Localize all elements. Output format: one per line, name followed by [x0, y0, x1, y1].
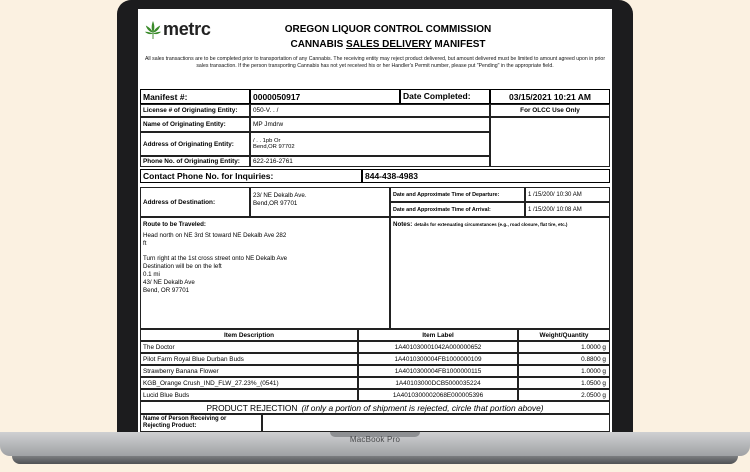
route-line: 0.1 mi	[143, 270, 160, 278]
route-box	[140, 217, 390, 329]
origin-phone-label: Phone No. of Originating Entity:	[140, 156, 250, 167]
items-header-weight: Weight/Quantity	[518, 329, 610, 341]
product-rejection-heading: PRODUCT REJECTION (if only a portion of shipment is rejected, circle that portion above)	[140, 401, 610, 414]
contact-phone-value: 844-438-4983	[362, 169, 610, 183]
laptop-model-label: MacBook Pro	[349, 435, 401, 444]
document-header	[138, 9, 612, 57]
receiver-name-field[interactable]	[262, 414, 610, 432]
license-label: License # of Originating Entity:	[140, 104, 250, 117]
origin-name-value: MP Jmdrw	[250, 117, 490, 132]
metrc-logo	[144, 19, 211, 40]
cannabis-leaf-icon	[144, 20, 162, 40]
arrival-value: 1 /15/200/ 10:08 AM	[525, 202, 610, 217]
contact-phone-label: Contact Phone No. for Inquiries:	[140, 169, 362, 183]
item-weight: 1.0000 g	[518, 341, 610, 353]
item-label: 1A4010300004FB1000000109	[358, 353, 518, 365]
departure-label: Date and Approximate Time of Departure:	[390, 187, 525, 202]
manifest-number-label: Manifest #:	[140, 89, 250, 104]
olcc-use-box	[490, 117, 610, 167]
laptop-screen	[138, 9, 612, 432]
route-line: ft	[143, 239, 147, 247]
date-completed-label: Date Completed:	[400, 89, 490, 104]
manifest-document	[138, 9, 612, 432]
route-line: Head north on NE 3rd St toward NE Dekalb Ave 282	[143, 232, 287, 239]
laptop-base-foot	[12, 456, 738, 464]
origin-name-label: Name of Originating Entity:	[140, 117, 250, 132]
item-label: 1A4010300004FB1000000115	[358, 365, 518, 377]
route-label: Route to be Traveled:	[143, 221, 206, 228]
item-weight: 1.0000 g	[518, 365, 610, 377]
route-line	[143, 248, 287, 256]
origin-phone-value: 622-216-2761	[250, 156, 490, 167]
origin-address-value: / . . 1pb Or Bend,OR 97702	[250, 132, 490, 156]
route-line: Turn right at the 1st cross street onto NE Dekalb Ave	[143, 255, 288, 263]
document-subtitle: CANNABIS SALES DELIVERY MANIFEST	[290, 39, 486, 50]
date-completed-value: 03/15/2021 10:21 AM	[490, 89, 610, 104]
item-weight: 0.8800 g	[518, 353, 610, 365]
item-label: 1A401030001042A000000652	[358, 341, 518, 353]
destination-address-label: Address of Destination:	[140, 187, 250, 217]
item-description: KGB_Orange Crush_IND_FLW_27.23%_(0541)	[140, 377, 358, 389]
items-header-label: Item Label	[358, 329, 518, 341]
departure-value: 1 /15/200/ 10:30 AM	[525, 187, 610, 202]
items-header-description: Item Description	[140, 329, 358, 341]
manifest-number-value: 0000050917	[250, 89, 400, 104]
route-line: Destination will be on the left	[143, 263, 222, 271]
item-label: 1A4010300002068E000005396	[358, 389, 518, 401]
destination-address-value: 23/ NE Dekalb Ave. Bend,OR 97701	[250, 187, 390, 217]
route-line: 43/ NE Dekalb Ave	[143, 278, 195, 286]
notes-label: Notes:	[393, 221, 413, 228]
item-description: The Doctor	[140, 341, 358, 353]
document-title: OREGON LIQUOR CONTROL COMMISSION	[284, 24, 492, 35]
origin-address-label: Address of Originating Entity:	[140, 132, 250, 156]
notes-hint: details for extenuating circumstances (e.g., road closure, flat tire, etc.)	[414, 221, 568, 227]
route-line: Bend, OR 97701	[143, 286, 190, 294]
olcc-use-label: For OLCC Use Only	[490, 104, 610, 117]
logo-text: metrc	[163, 19, 211, 39]
arrival-label: Date and Approximate Time of Arrival:	[390, 202, 525, 217]
route-lines	[143, 232, 287, 294]
item-weight: 1.0500 g	[518, 377, 610, 389]
receiver-name-label: Name of Person Receiving or Rejecting Product:	[140, 414, 262, 432]
item-description: Pilot Farm Royal Blue Durban Buds	[140, 353, 358, 365]
item-weight: 2.0500 g	[518, 389, 610, 401]
intro-paragraph: All sales transactions are to be completed prior to transportation of any Cannabis. The receiving entity may reject product delivered, but amount delivered must be limited to amount agreed upon in prior sales transaction. If the person transporting Cannabis has not yet received his or her Handler's Permit number, please put "Pending" in the appropriate field.	[144, 56, 606, 69]
notes-box	[390, 217, 610, 329]
item-description: Lucid Blue Buds	[140, 389, 358, 401]
item-description: Strawberry Banana Flower	[140, 365, 358, 377]
item-label: 1A40103000DCB5000035224	[358, 377, 518, 389]
license-value: 050-V. . /	[250, 104, 490, 117]
